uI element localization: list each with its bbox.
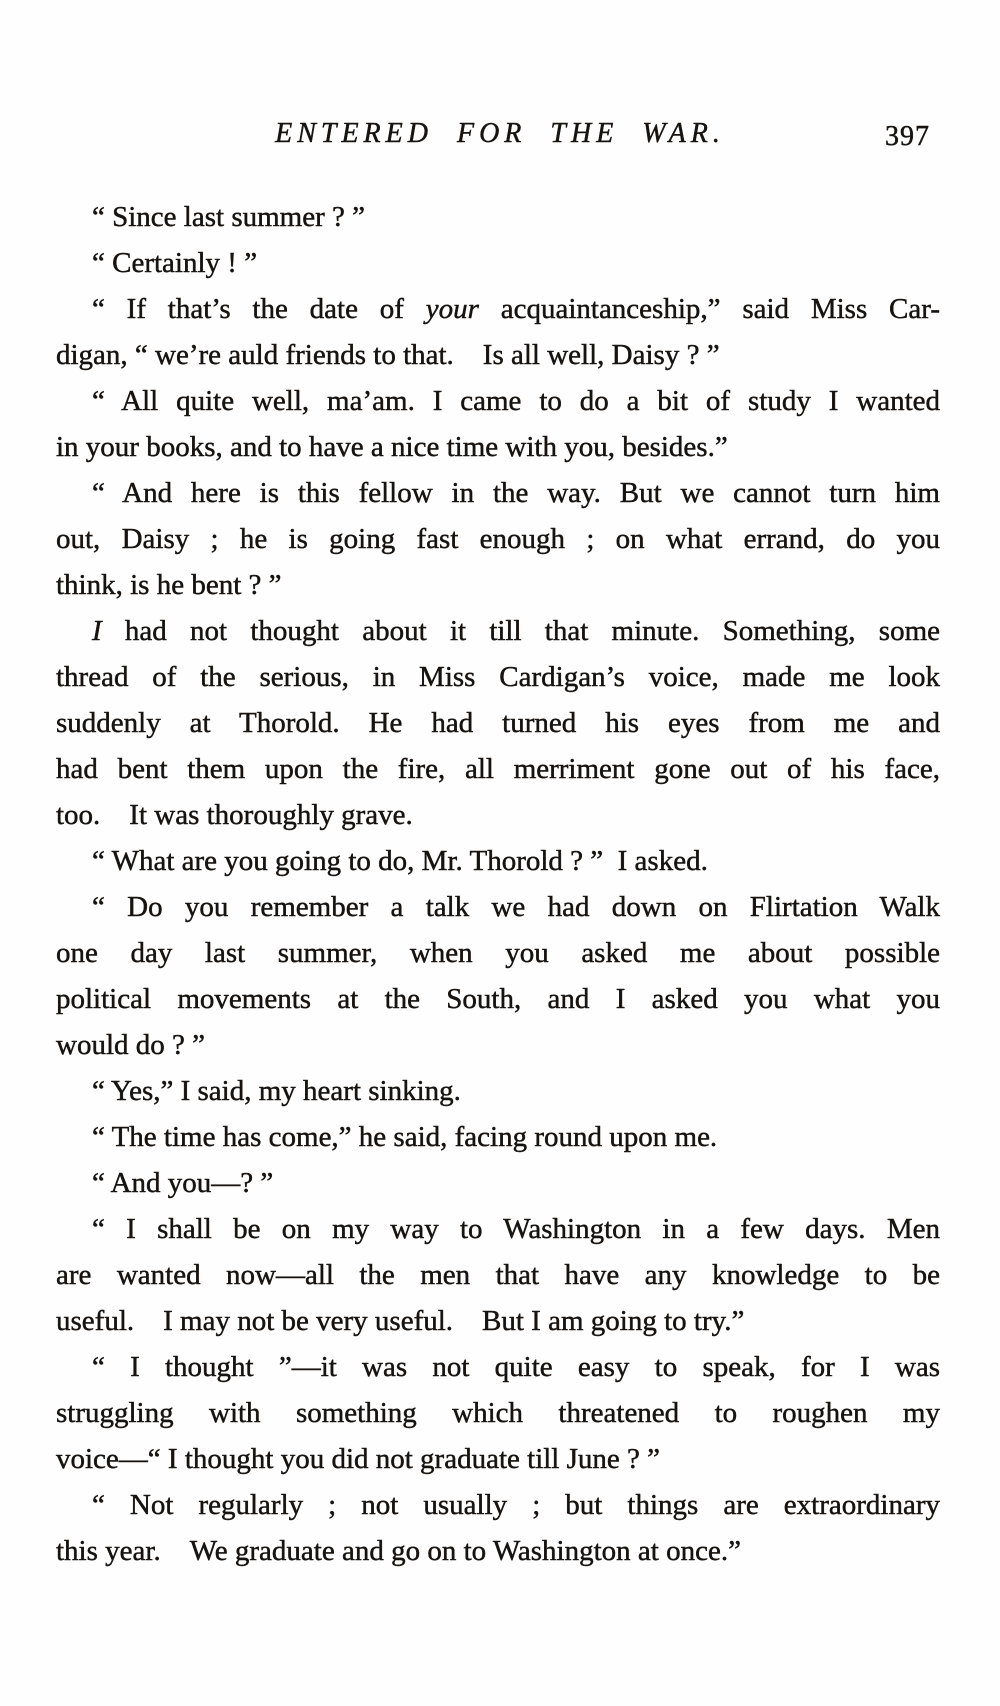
text-segment: “ Since last summer ? ”: [92, 201, 365, 233]
running-head: ENTERED FOR THE WAR.: [275, 118, 725, 149]
paragraph: [56, 1160, 940, 1206]
text-line: [56, 1022, 940, 1068]
text-line: [56, 700, 940, 746]
text-segment: useful. I may not be very useful. But I am going to try.”: [56, 1305, 745, 1337]
text-line: [56, 516, 940, 562]
text-line: [56, 1068, 940, 1114]
paragraph: [56, 1344, 940, 1482]
text-segment: “ And you—? ”: [92, 1167, 274, 1199]
text-segment: would do ? ”: [56, 1029, 205, 1061]
text-segment: too. It was thoroughly grave.: [56, 799, 413, 831]
text-segment: “ I thought ”—it was not quite easy to speak, for I was: [92, 1351, 940, 1383]
paragraph: [56, 1206, 940, 1344]
text-line: [56, 1298, 940, 1344]
text-segment: had bent them upon the fire, all merriment gone out of his face,: [56, 753, 940, 785]
text-line: [56, 1160, 940, 1206]
text-line: [56, 930, 940, 976]
text-segment: acquaintanceship,” said Miss Car-: [478, 293, 941, 325]
text-segment: “ If that’s the date of: [92, 293, 426, 325]
text-segment: “ Certainly ! ”: [92, 247, 258, 279]
text-segment: “ Not regularly ; not usually ; but things are extraordinary: [92, 1489, 940, 1521]
text-line: [56, 1252, 940, 1298]
paragraph: [56, 1068, 940, 1114]
text-segment: suddenly at Thorold. He had turned his eyes from me and: [56, 707, 940, 739]
paragraph: [56, 378, 940, 470]
paragraph: [56, 884, 940, 1068]
text-segment: out, Daisy ; he is going fast enough ; on what errand, do you: [56, 523, 940, 555]
page-number: 397: [885, 121, 930, 152]
text-line: [56, 838, 940, 884]
text-line: [56, 1114, 940, 1160]
text-segment: “ And here is this fellow in the way. But we cannot turn him: [92, 477, 940, 509]
italic-text: I: [92, 615, 102, 647]
text-line: [56, 1436, 940, 1482]
text-segment: in your books, and to have a nice time with you, besides.”: [56, 431, 728, 463]
text-line: [56, 332, 940, 378]
text-line: [56, 884, 940, 930]
text-line: [56, 1206, 940, 1252]
paragraph: [56, 286, 940, 378]
paragraph: [56, 1482, 940, 1574]
text-segment: “ All quite well, ma’am. I came to do a bit of study I wanted: [92, 385, 940, 417]
text-segment: “ I shall be on my way to Washington in a few days. Men: [92, 1213, 940, 1245]
text-line: [56, 1528, 940, 1574]
text-segment: “ The time has come,” he said, facing round upon me.: [92, 1121, 718, 1153]
text-segment: digan, “ we’re auld friends to that. Is all well, Daisy ? ”: [56, 339, 720, 371]
text-line: [56, 1344, 940, 1390]
page-text-body: [56, 194, 940, 1574]
text-line: [56, 240, 940, 286]
text-segment: political movements at the South, and I asked you what you: [56, 983, 940, 1015]
text-segment: are wanted now—all the men that have any knowledge to be: [56, 1259, 940, 1291]
paragraph: [56, 1114, 940, 1160]
text-line: [56, 1390, 940, 1436]
text-line: [56, 976, 940, 1022]
paragraph: [56, 838, 940, 884]
text-segment: think, is he bent ? ”: [56, 569, 282, 601]
text-segment: had not thought about it till that minute. Something, some: [101, 615, 940, 647]
paragraph: [56, 240, 940, 286]
paragraph: [56, 470, 940, 608]
text-line: [56, 746, 940, 792]
text-segment: thread of the serious, in Miss Cardigan’s voice, made me look: [56, 661, 940, 693]
text-line: [56, 792, 940, 838]
text-segment: voice—“ I thought you did not graduate till June ? ”: [56, 1443, 661, 1475]
paragraph: [56, 608, 940, 838]
text-line: [56, 378, 940, 424]
text-line: [56, 424, 940, 470]
text-line: [56, 470, 940, 516]
text-segment: “ What are you going to do, Mr. Thorold ? ” I asked.: [92, 845, 708, 877]
text-line: [56, 608, 940, 654]
text-segment: “ Yes,” I said, my heart sinking.: [92, 1075, 461, 1107]
paragraph: [56, 194, 940, 240]
text-segment: this year. We graduate and go on to Washington at once.”: [56, 1535, 741, 1567]
text-line: [56, 562, 940, 608]
text-line: [56, 194, 940, 240]
text-segment: “ Do you remember a talk we had down on Flirtation Walk: [92, 891, 940, 923]
italic-text: your: [425, 293, 479, 325]
text-segment: one day last summer, when you asked me about possible: [56, 937, 940, 969]
text-line: [56, 654, 940, 700]
text-line: [56, 286, 940, 332]
text-segment: struggling with something which threatened to roughen my: [56, 1397, 940, 1429]
text-line: [56, 1482, 940, 1528]
